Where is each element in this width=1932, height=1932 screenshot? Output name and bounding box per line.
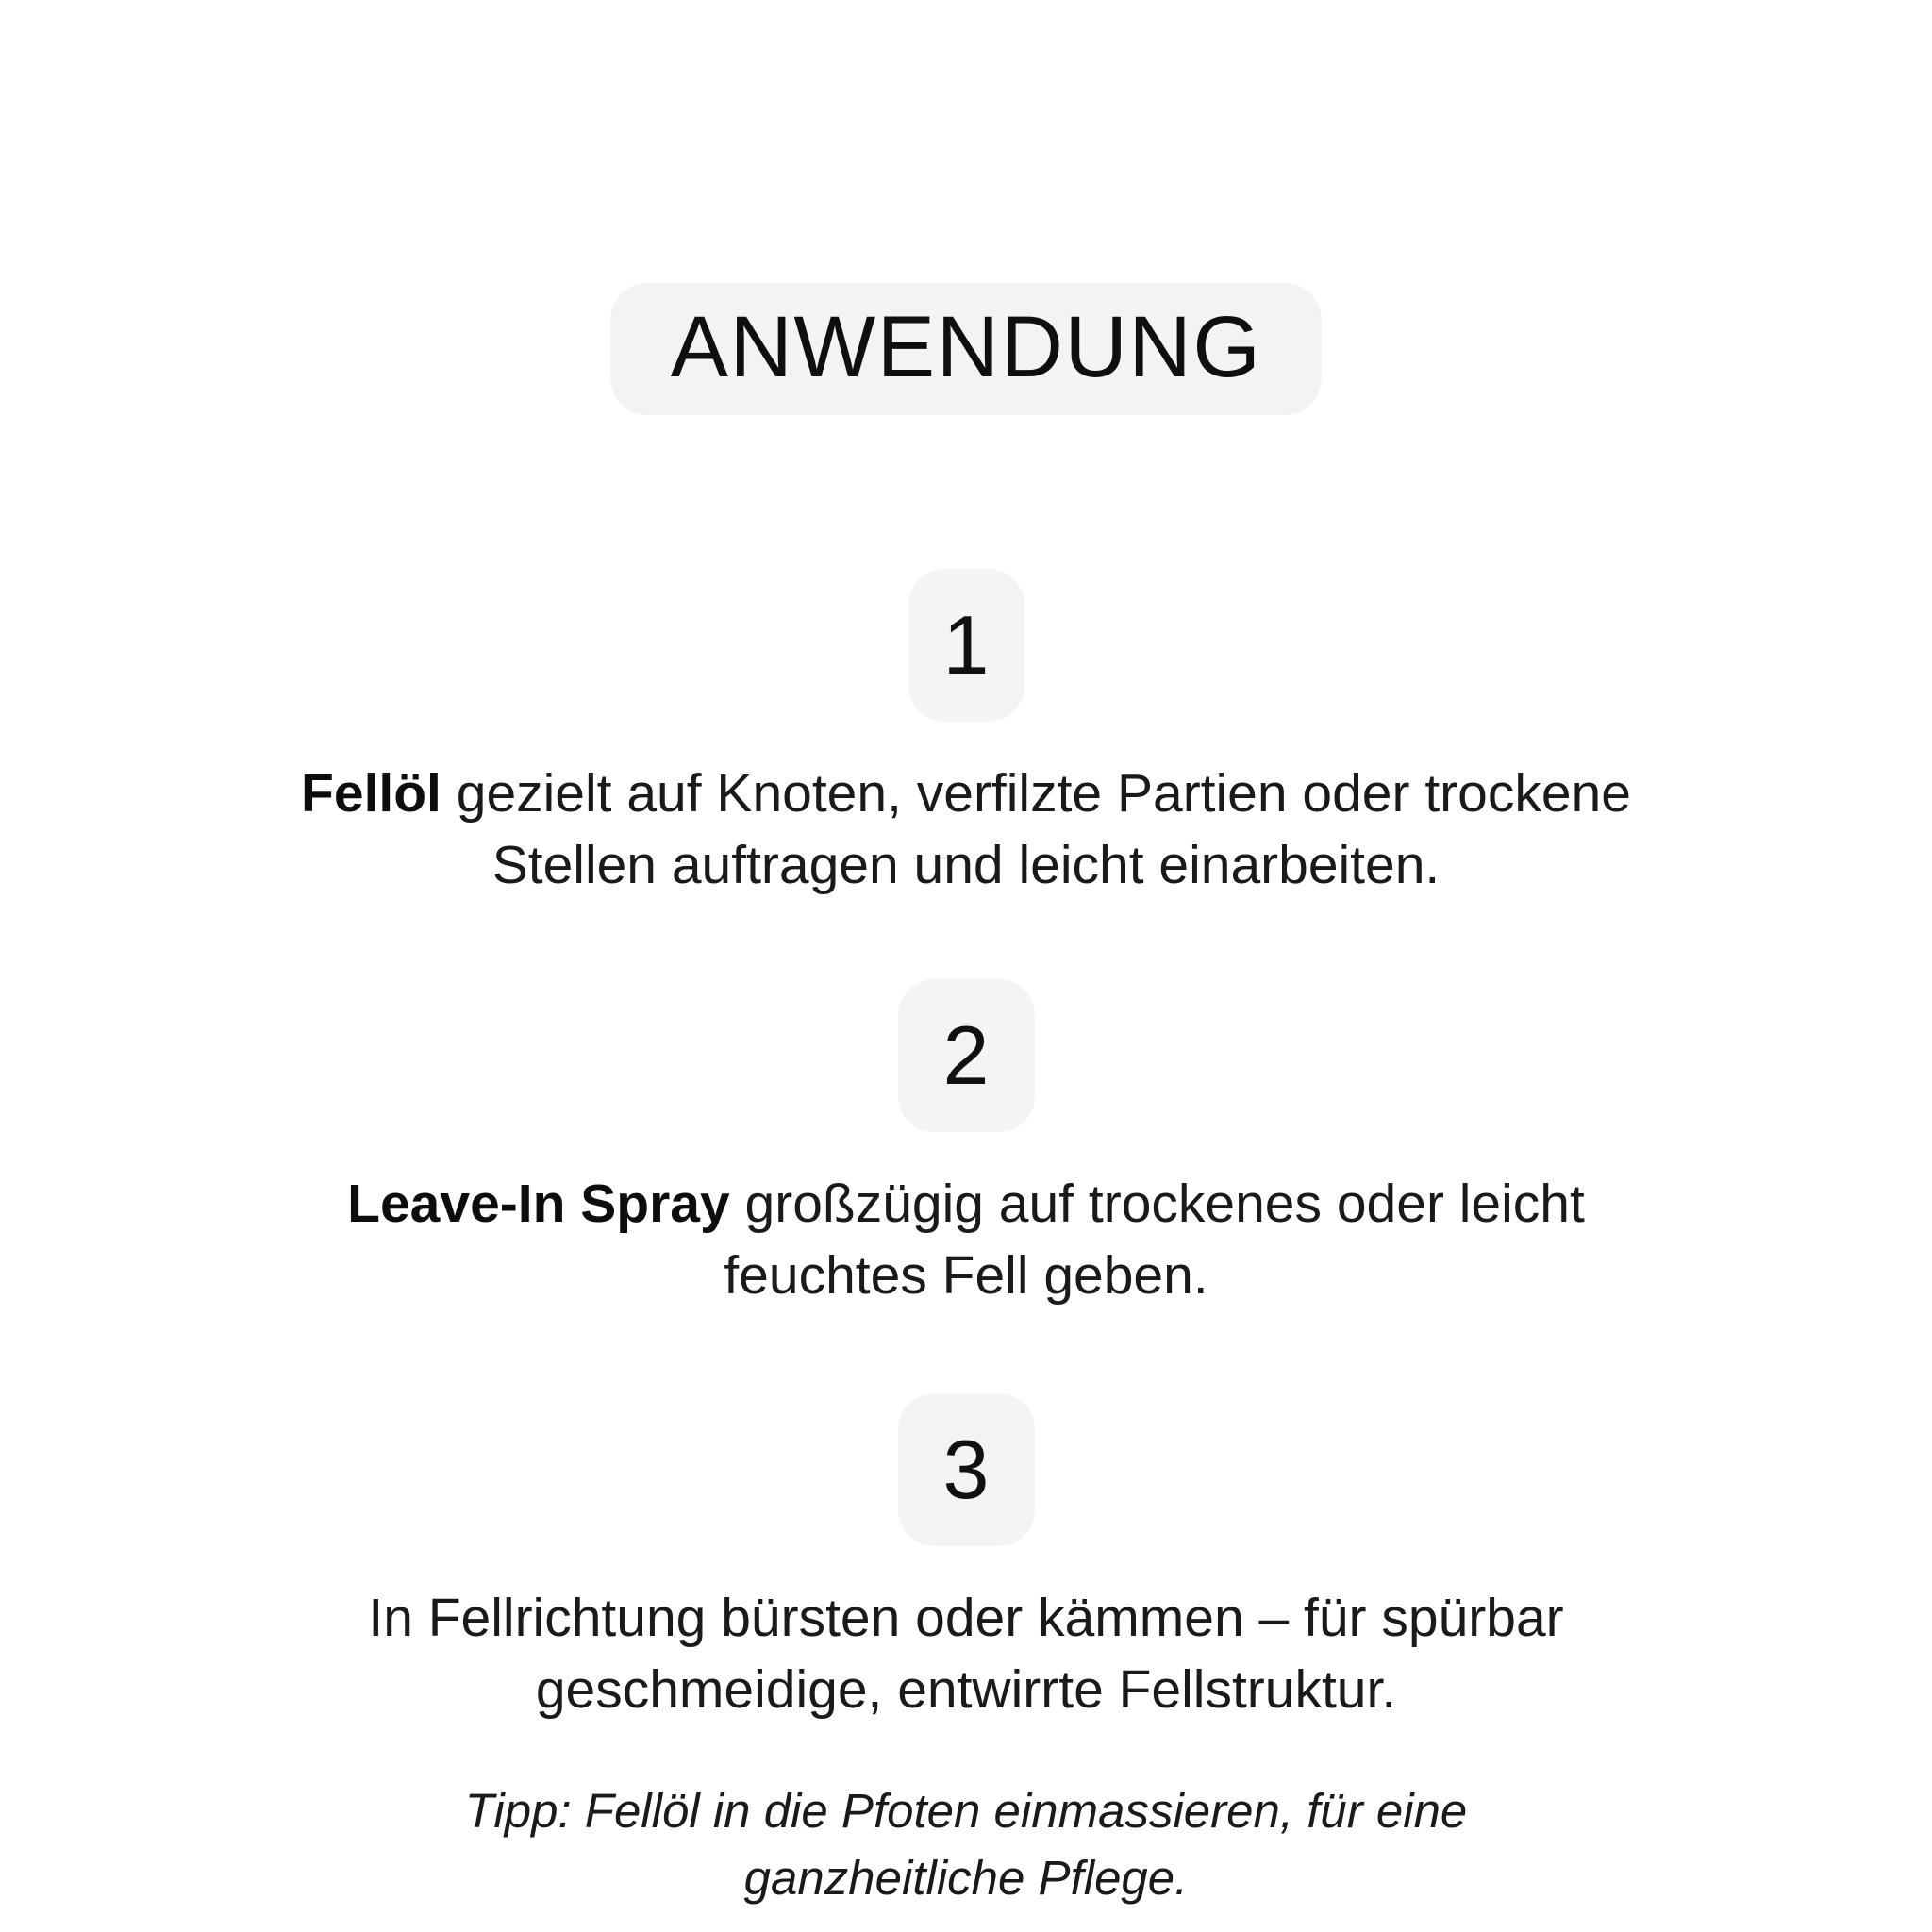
section-title-text: ANWENDUNG (670, 299, 1262, 395)
step-item (0, 569, 1932, 902)
step-item (0, 1393, 1932, 1726)
section-title-badge (610, 283, 1323, 415)
header-zone (0, 283, 1932, 415)
tip-note: Tipp: Fellöl in die Pfoten einmassieren, für eine ganzheitliche Pflege. (464, 1784, 1468, 1905)
step-highlight-term: Fellöl (301, 763, 441, 824)
step-number-badge (908, 569, 1024, 722)
step-highlight-term: Leave-In Spray (347, 1173, 730, 1234)
step-description (273, 1582, 1659, 1726)
step-number-badge (898, 979, 1035, 1132)
step-body-text: gezielt auf Knoten, verfilzte Partien oder trockene Stellen auftragen und leicht einarbeiten. (441, 763, 1631, 896)
step-number-label: 2 (942, 1008, 990, 1102)
step-number-label: 1 (942, 598, 990, 691)
step-number-badge (898, 1393, 1035, 1546)
step-body-text: In Fellrichtung bürsten oder kämmen – für spürbar geschmeidige, entwirrte Fellstruktur. (368, 1587, 1564, 1720)
steps-list (0, 415, 1932, 1725)
step-number-label: 3 (942, 1422, 990, 1516)
step-description (273, 758, 1659, 902)
step-body-text: großzügig auf trockenes oder leicht feuchtes Fell geben. (724, 1173, 1585, 1307)
step-description (273, 1168, 1659, 1312)
step-item (0, 979, 1932, 1312)
